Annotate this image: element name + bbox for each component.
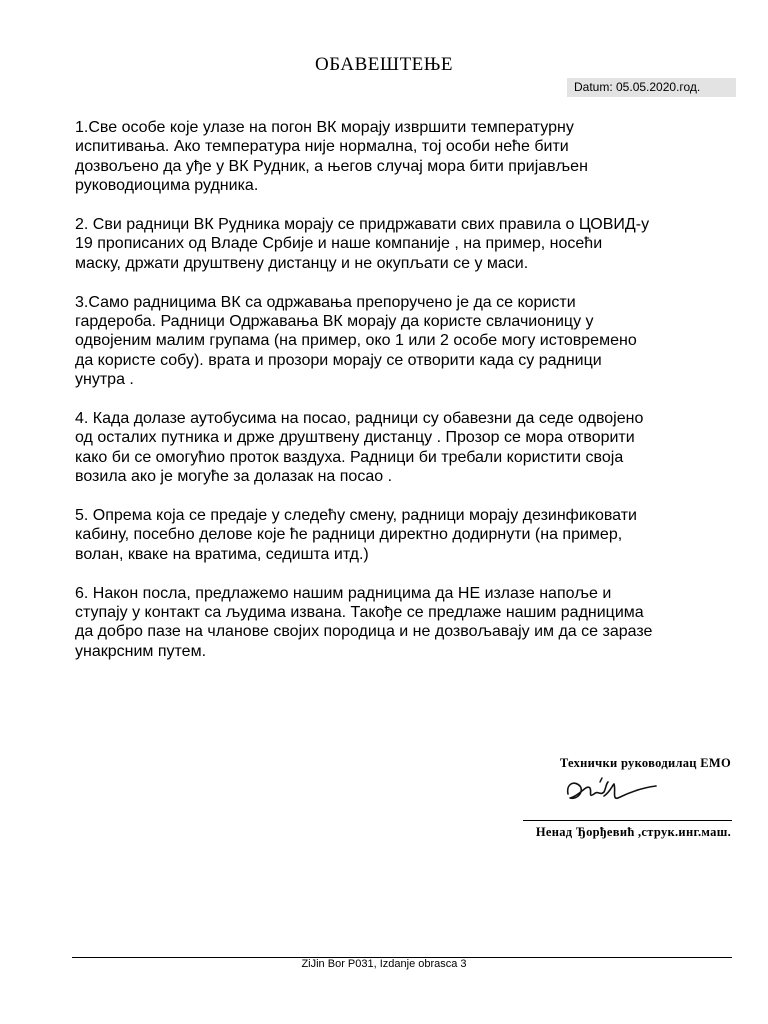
document-title: ОБАВЕШТЕЊЕ [315, 54, 453, 75]
signatory-name: Ненад Ђорђевић ,струк.инг.маш. [535, 825, 731, 839]
notice-body [75, 118, 735, 681]
paragraph-3: 3.Само радницима ВК са одржавања препоручено је да се користи гардероба. Радници Одржавања ВК морају да користе свлачионицу у одвојеним малим групама (на пример, око 1 или 2 особе могу истовремено да користе собу). врата и прозори морају се отворити када су радници унутра . [75, 293, 637, 389]
footer-form-id: ZiJin Bor P031, Izdanje obrasca 3 [301, 958, 467, 970]
paragraph-5: 5. Опрема која се предаје у следећу смену, радници морају дезинфиковати кабину, посебно делове које ће радници директно додирнути (на пример, волан, кваке на вратима, седишта итд.) [75, 507, 637, 563]
paragraph-4: 4. Када долазе аутобусима на посао, радници су обавезни да седе одвојено од осталих путника и држе друштвену дистанцу . Прозор се мора отворити како би се омогућио проток ваздуха. Радници би требали користити своја возила ако је могуће за долазак на посао . [75, 410, 644, 486]
date-field: Datum: 05.05.2020.год. [567, 78, 736, 97]
paragraph-2: 2. Сви радници ВК Рудника морају се придржавати свих правила о ЦОВИД-у 19 прописаних од Владе Србије и наше компаније , на пример, носећи маску, држати друштвену дистанцу и не окупљати се у маси. [75, 216, 650, 272]
paragraph-6: 6. Након посла, предлажемо нашим радницима да НЕ излазе напоље и ступају у контакт са људима извана. Такође се предлаже нашим радницима да добро пазе на чланове својих породица и не дозвољавају им да се заразе унакрсним путем. [75, 584, 653, 660]
signature-line [523, 820, 732, 821]
handwritten-signature [560, 774, 670, 810]
signatory-position: Технички руководилац ЕМО [559, 756, 731, 770]
paragraph-1: 1.Све особе које улазе на погон ВК морају извршити температурну испитивања. Ако температура није нормална, тој особи неће бити дозвољено да уђе у ВК Рудник, а његов случај мора бити пријављен руководиоцима рудника. [75, 119, 588, 195]
